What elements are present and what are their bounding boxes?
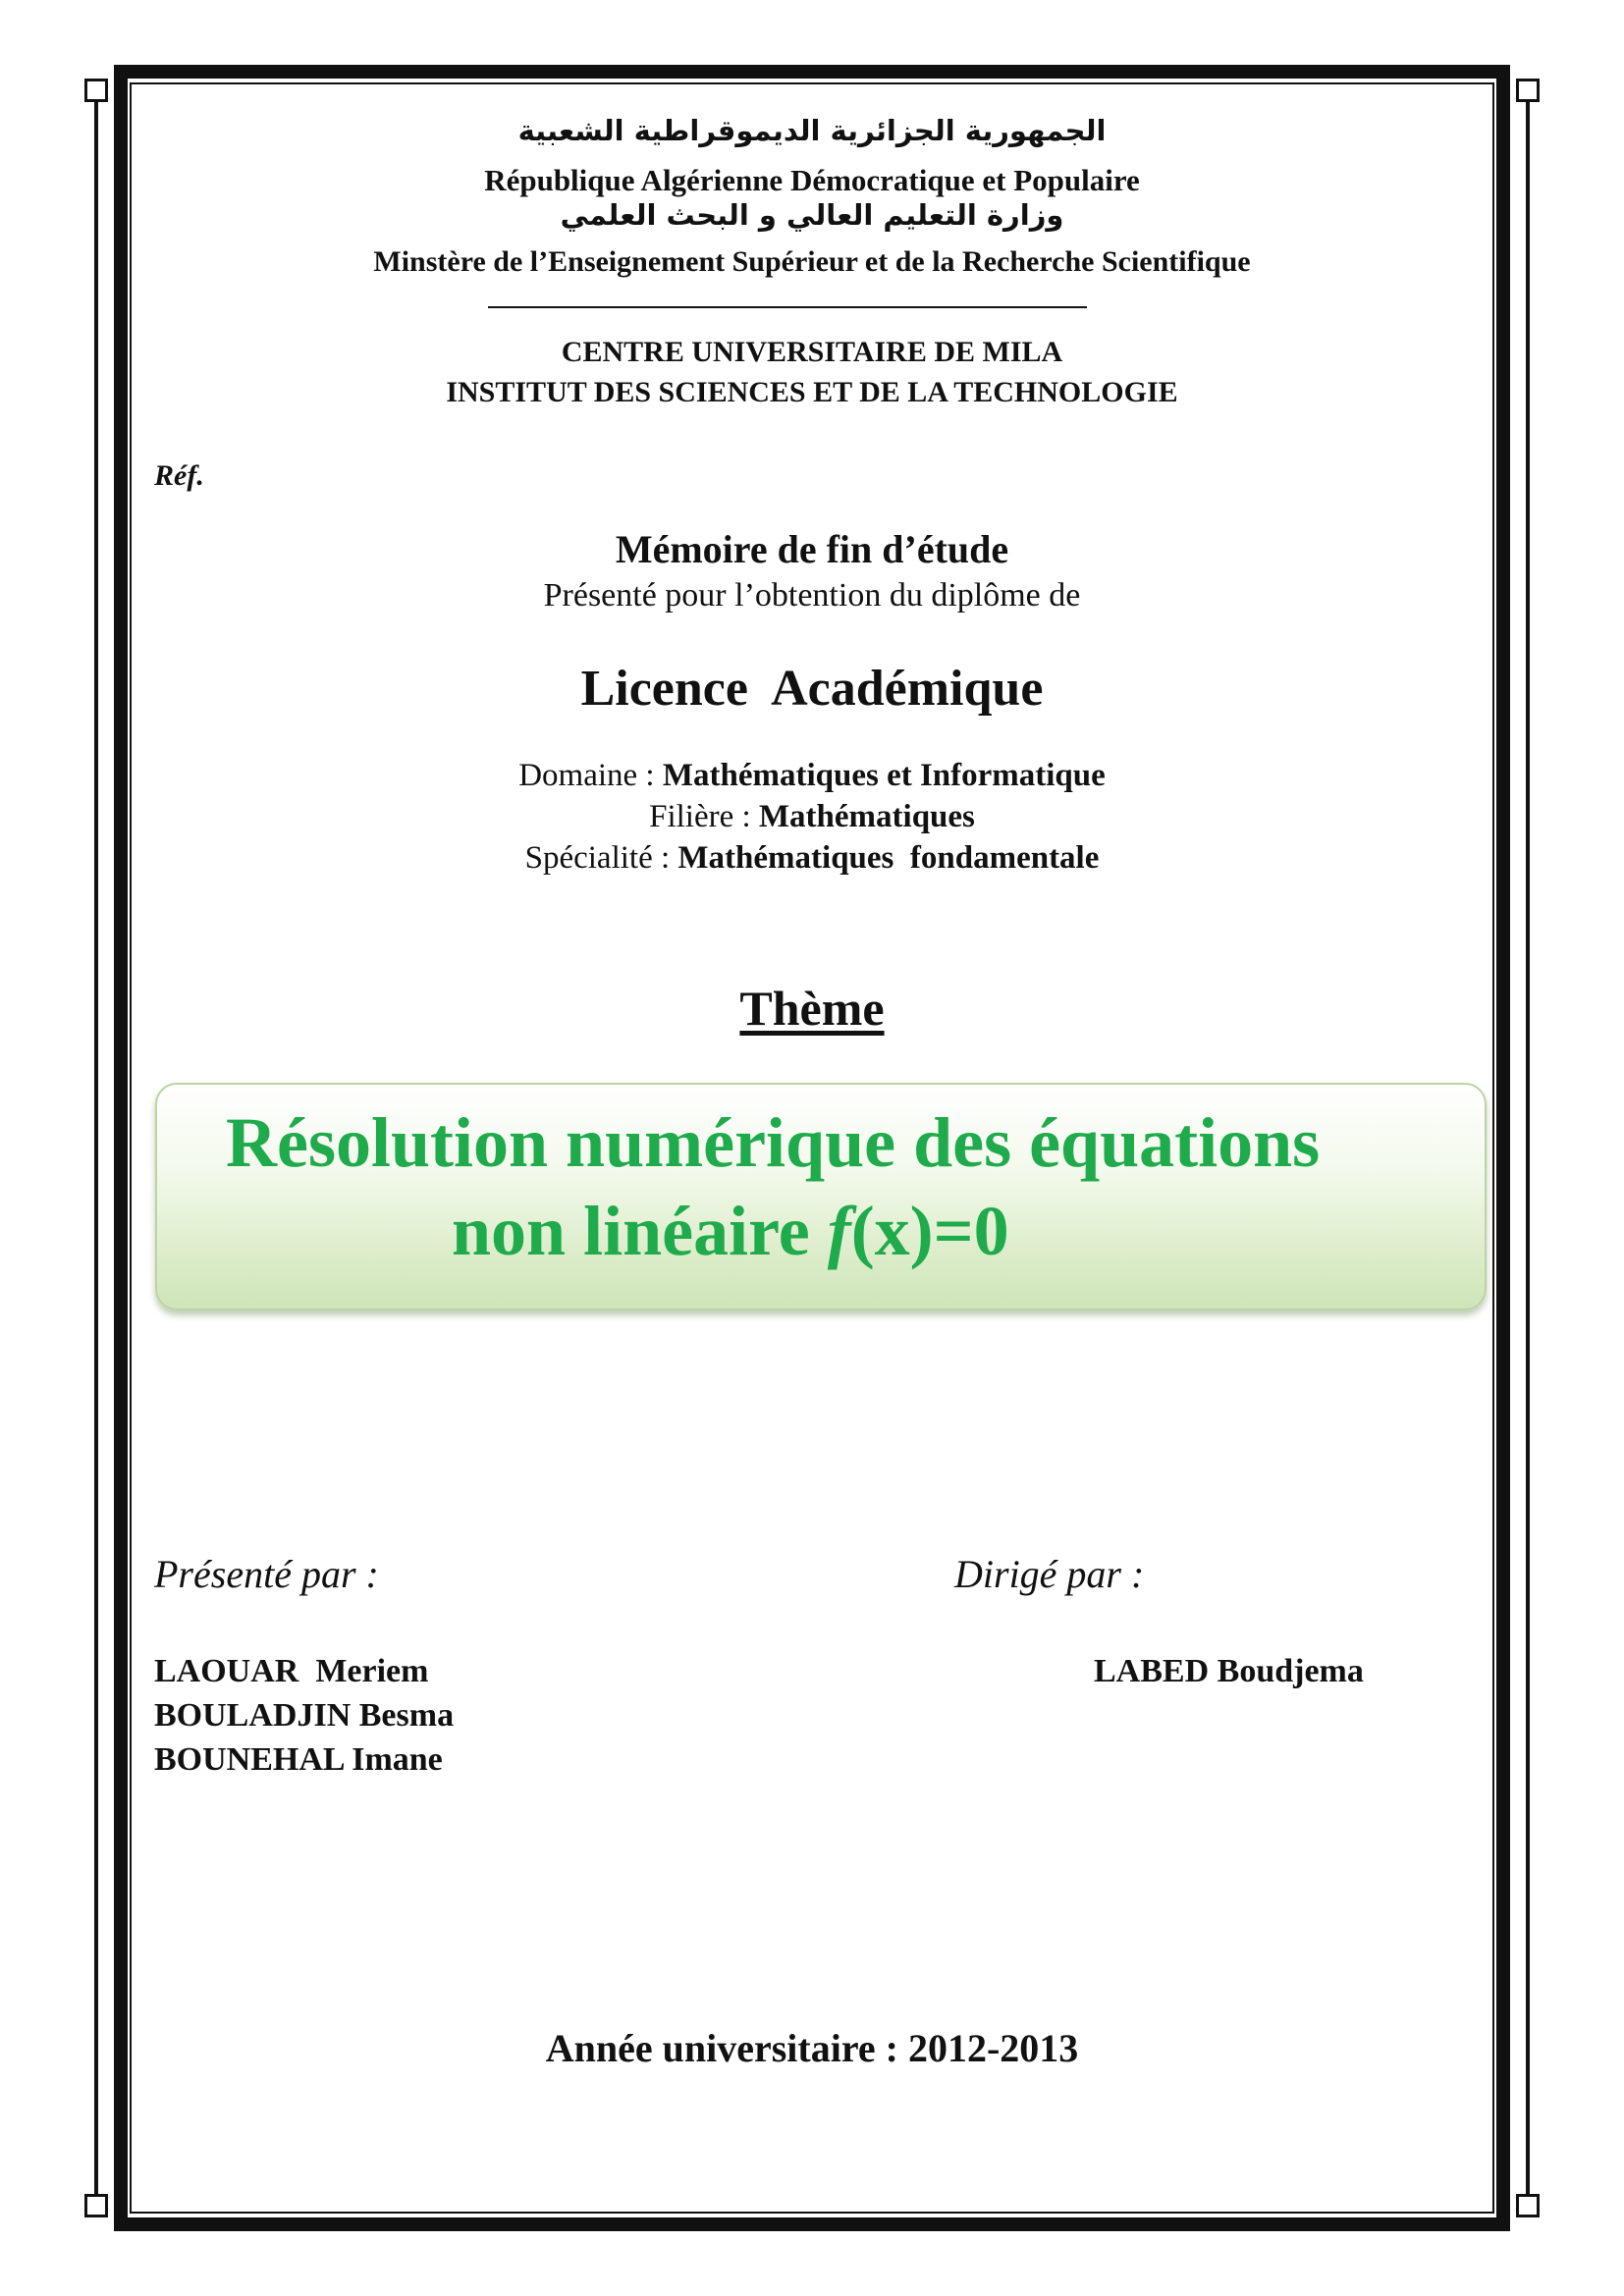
university-name: CENTRE UNIVERSITAIRE DE MILA xyxy=(561,336,1063,368)
specialite-value: Mathématiques fondamentale xyxy=(677,840,1100,876)
directed-by-label: Dirigé par : xyxy=(954,1552,1145,1596)
border-corner-top-left xyxy=(84,79,108,102)
institute-name: INSTITUT DES SCIENCES ET DE LA TECHNOLOGIE xyxy=(446,376,1178,408)
memoir-subtitle: Présenté pour l’obtention du diplôme de xyxy=(543,577,1081,614)
border-corner-top-right xyxy=(1516,79,1540,102)
arabic-ministry-name: وزارة التعليم العالي و البحث العلمي xyxy=(560,198,1064,232)
domaine-line xyxy=(0,758,1624,794)
presented-by-label: Présenté par : xyxy=(154,1552,379,1596)
republic-name: République Algérienne Démocratique et Populaire xyxy=(484,163,1140,197)
filiere-value: Mathématiques xyxy=(758,799,975,834)
domaine-value: Mathématiques et Informatique xyxy=(662,758,1106,793)
student-name-2: BOULADJIN Besma xyxy=(154,1697,455,1734)
border-corner-bottom-left xyxy=(84,2194,108,2217)
memoir-title: Mémoire de fin d’étude xyxy=(615,527,1009,571)
filiere-label: Filière : xyxy=(649,799,759,834)
academic-year: Année universitaire : 2012-2013 xyxy=(545,2026,1079,2070)
specialite-line xyxy=(0,840,1624,877)
reference-label: Réf. xyxy=(154,459,204,492)
page-border-right-bar xyxy=(1526,102,1530,2194)
filiere-line xyxy=(0,799,1624,835)
specialite-label: Spécialité : xyxy=(524,840,678,876)
degree-title: Licence Académique xyxy=(580,661,1044,717)
theme-title-line1: Résolution numérique des équations xyxy=(226,1103,1321,1182)
student-name-3: BOUNEHAL Imane xyxy=(154,1741,443,1778)
theme-label: Thème xyxy=(739,981,885,1036)
theme-title-line2-prefix: non linéaire xyxy=(452,1192,828,1270)
theme-title-line2-suffix: (x)=0 xyxy=(850,1192,1009,1270)
supervisor-name: LABED Boudjema xyxy=(1094,1653,1364,1689)
header-divider xyxy=(488,306,1087,308)
theme-title-line2 xyxy=(452,1191,1009,1272)
ministry-name: Minstère de l’Enseignement Supérieur et de la Recherche Scientifique xyxy=(373,245,1251,278)
student-name-1: LAOUAR Meriem xyxy=(154,1653,429,1689)
theme-title-function-f: f xyxy=(827,1192,851,1270)
domaine-label: Domaine : xyxy=(518,758,663,793)
border-corner-bottom-right xyxy=(1516,2194,1540,2217)
page-border-left-bar xyxy=(94,102,98,2194)
arabic-republic-name: الجمهورية الجزائرية الديموقراطية الشعبية xyxy=(517,114,1107,147)
